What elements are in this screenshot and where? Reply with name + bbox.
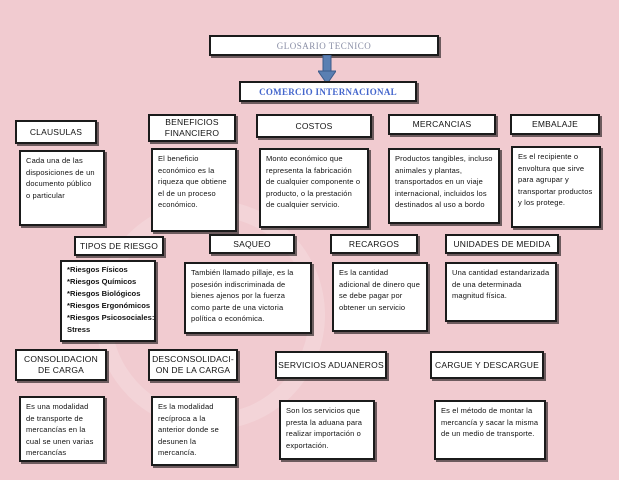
- definition-desconsolidacion-de-la-carga: Es la modalidad recíproca a la anterior donde se desunen la mercancía.: [151, 396, 237, 466]
- term-servicios-aduaneros: SERVICIOS ADUANEROS: [275, 351, 387, 379]
- definition-unidades-de-medida: Una cantidad estandarizada de una determinada magnitud física.: [445, 262, 557, 322]
- definition-cargue-y-descargue: Es el método de montar la mercancía y sacar la misma de un medio de transporte.: [434, 400, 546, 460]
- term-saqueo: SAQUEO: [209, 234, 295, 254]
- definition-beneficios-financiero: El beneficio económico es la riqueza que obtiene el de un proceso económico.: [151, 148, 237, 232]
- term-unidades-de-medida: UNIDADES DE MEDIDA: [445, 234, 559, 254]
- definition-servicios-aduaneros: Son los servicios que presta la aduana para realizar importación o exportación.: [279, 400, 375, 460]
- definition-saqueo: También llamado pillaje, es la posesión indiscriminada de bienes ajenos por la fuerza como parte de una victoria política o económica.: [184, 262, 312, 334]
- diagram-subtitle: COMERCIO INTERNACIONAL: [239, 81, 417, 102]
- term-desconsolidacion-de-la-carga: DESCONSOLIDACI-ON DE LA CARGA: [148, 349, 238, 381]
- term-recargos: RECARGOS: [330, 234, 418, 254]
- term-clausulas: CLAUSULAS: [15, 120, 97, 144]
- term-consolidacion-de-carga: CONSOLIDACION DE CARGA: [15, 349, 107, 381]
- diagram-title: GLOSARIO TECNICO: [209, 35, 439, 56]
- definition-consolidacion-de-carga: Es una modalidad de transporte de mercancías en la cual se unen varias mercancías: [19, 396, 105, 462]
- definition-embalaje: Es el recipiente o envoltura que sirve para agrupar y transportar productos y los protege.: [511, 146, 601, 228]
- definition-recargos: Es la cantidad adicional de dinero que se debe pagar por obtener un servicio: [332, 262, 428, 332]
- term-tipos-de-riesgo: TIPOS DE RIESGO: [74, 236, 164, 256]
- list-item: *Riesgos Físicos: [67, 265, 128, 274]
- risk-types-list: [60, 260, 156, 342]
- definition-clausulas: Cada una de las disposiciones de un documento público o particular: [19, 150, 105, 226]
- term-costos: COSTOS: [256, 114, 372, 138]
- term-cargue-y-descargue: CARGUE Y DESCARGUE: [430, 351, 544, 379]
- list-item: Stress: [67, 325, 91, 334]
- list-item: *Riesgos Biológicos: [67, 289, 141, 298]
- definition-mercancias: Productos tangibles, incluso animales y plantas, transportados en un viaje internacional, incluidos los destinados al uso a bordo: [388, 148, 500, 224]
- term-beneficios-financiero: BENEFICIOS FINANCIERO: [148, 114, 236, 142]
- definition-costos: Monto económico que representa la fabricación de cualquier componente o producto, o la prestación de cualquier servicio.: [259, 148, 369, 228]
- list-item: *Riesgos Químicos: [67, 277, 137, 286]
- term-embalaje: EMBALAJE: [510, 114, 600, 135]
- term-mercancias: MERCANCIAS: [388, 114, 496, 135]
- list-item: *Riesgos Ergonómicos: [67, 301, 151, 310]
- list-item: *Riesgos Psicosociales:: [67, 313, 155, 322]
